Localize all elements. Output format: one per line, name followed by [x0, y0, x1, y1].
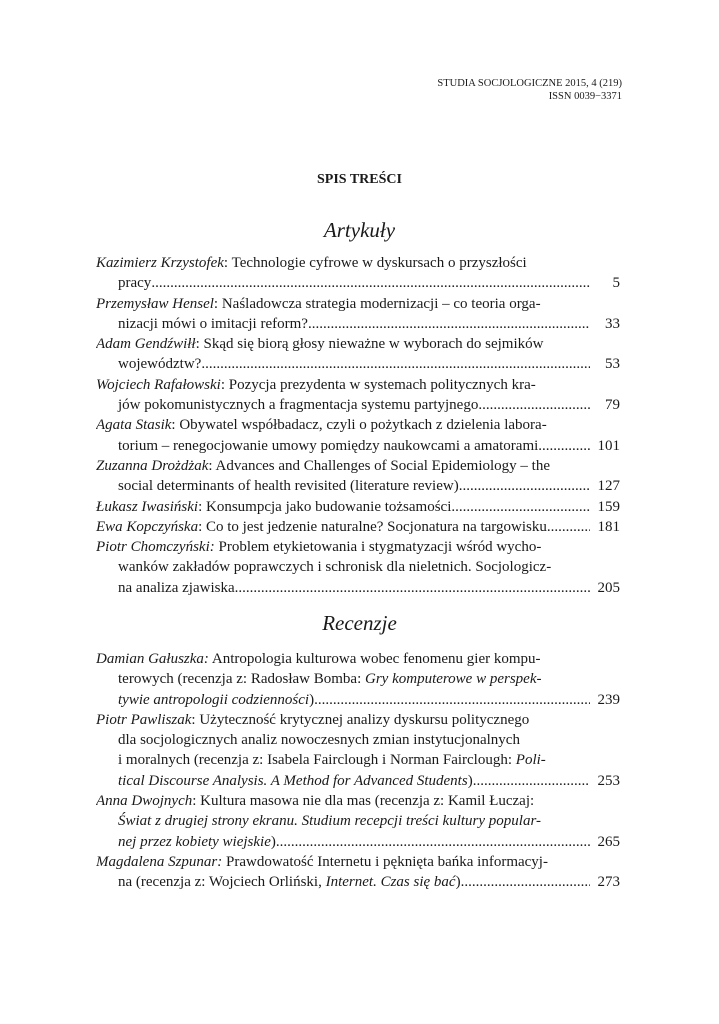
separator: : — [208, 457, 216, 474]
entry-title-cont: nizacji mówi o imitacji reform? — [118, 315, 308, 332]
toc-line — [96, 750, 620, 770]
reviewed-book-title: nej przez kobiety wiejskie — [118, 833, 271, 850]
page-number: 101 — [597, 437, 620, 454]
toc-line — [96, 253, 620, 273]
entry-author: Ewa Kopczyńska — [96, 518, 199, 535]
separator: : — [213, 295, 222, 312]
entry-title: Prawdowatość Internetu i pęknięta bańka informacyj- — [226, 853, 548, 870]
journal-name: STUDIA SOCJOLOGICZNE 2015, 4 (219) — [437, 78, 622, 89]
entry-title-cont: województw? — [118, 356, 202, 373]
separator: : — [220, 376, 229, 393]
entry-author: Damian Gałuszka: — [96, 651, 209, 667]
entry-title: Naśladowcza strategia modernizacji – co teoria orga- — [221, 295, 541, 312]
leader-dots — [538, 436, 590, 456]
toc-line — [96, 497, 620, 517]
toc-line — [96, 710, 620, 730]
reviewed-book-title: Świat z drugiej strony ekranu. Studium recepcji treści kultury popular- — [118, 813, 541, 830]
entry-author: Wojciech Rafałowski — [96, 376, 221, 393]
entry-author: Piotr Pawliszak — [96, 711, 192, 728]
separator: : — [171, 417, 180, 434]
page-number: 253 — [597, 772, 620, 789]
page-number: 127 — [597, 478, 620, 495]
toc-entry — [96, 415, 620, 456]
separator: : — [191, 711, 200, 728]
toc-line — [96, 375, 620, 395]
entry-author: Agata Stasik — [96, 417, 172, 434]
toc-line — [96, 832, 620, 852]
leader-dots — [314, 690, 590, 710]
issn: ISSN 0039−3371 — [548, 91, 622, 102]
toc-line — [96, 578, 620, 598]
toc-line — [96, 852, 620, 872]
leader-dots — [461, 872, 590, 892]
toc-entry — [96, 537, 620, 598]
toc-line — [96, 294, 620, 314]
entry-title: Skąd się biorą głosy nieważne w wyborach do sejmików — [203, 336, 544, 353]
entry-title: Kultura masowa nie dla mas (recenzja z: Kamil Łuczaj: — [200, 793, 535, 810]
toc-line — [96, 771, 620, 791]
toc-line — [96, 791, 620, 811]
entry-text — [96, 517, 547, 537]
entry-title-cont: wanków zakładów poprawczych i schronisk dla nieletnich. Socjologicz- — [118, 559, 552, 576]
entry-title: Technologie cyfrowe w dyskursach o przyszłości — [231, 255, 527, 271]
page-number: 205 — [597, 579, 620, 596]
toc-entry — [96, 852, 620, 893]
page-number: 273 — [597, 874, 620, 891]
page-number: 265 — [597, 833, 620, 850]
entry-author: Adam Gendźwiłł — [96, 336, 196, 353]
reviewed-book-title: Gry komputerowe w perspek- — [365, 671, 542, 688]
journal-header — [437, 77, 622, 103]
toc-entry — [96, 710, 620, 791]
toc-line — [96, 517, 620, 537]
leader-dots — [201, 354, 590, 374]
separator: : — [195, 336, 204, 353]
leader-dots — [451, 497, 590, 517]
entry-author: Anna Dwojnych — [96, 793, 193, 810]
leader-dots — [459, 476, 590, 496]
toc-line — [96, 730, 620, 750]
page-number: 239 — [597, 691, 620, 708]
entry-title-cont: social determinants of health revisited (literature review) — [118, 478, 459, 495]
toc-line — [96, 690, 620, 710]
entry-title-cont: pracy — [118, 275, 152, 292]
reviews-list — [96, 649, 620, 893]
page-number: 53 — [605, 356, 620, 373]
entry-title: Antropologia kulturowa wobec fenomenu gier kompu- — [211, 651, 541, 667]
toc-entry — [96, 375, 620, 416]
entry-title: Pozycja prezydenta w systemach politycznych kra- — [228, 376, 536, 393]
entry-title: Użyteczność krytycznej analizy dyskursu politycznego — [199, 711, 530, 728]
entry-title: Problem etykietowania i stygmatyzacji wśród wycho- — [218, 539, 542, 556]
page-number: 181 — [597, 518, 620, 535]
reviewed-book-title: tywie antropologii codzienności — [118, 691, 310, 708]
toc-line — [96, 649, 620, 669]
entry-title-cont: i moralnych (recenzja z: Isabela Fairclough i Norman Fairclough: — [118, 752, 516, 769]
page-title: SPIS TREŚCI — [317, 172, 402, 187]
entry-title-cont: jów pokomunistycznych a fragmentacja systemu partyjnego — [118, 397, 479, 414]
entry-title-cont: ) — [270, 833, 276, 850]
toc-line — [96, 811, 620, 831]
separator: : — [192, 793, 201, 810]
entry-title: Advances and Challenges of Social Epidemiology – the — [215, 457, 550, 474]
entry-title-cont: ) — [455, 874, 461, 891]
toc-entry — [96, 497, 620, 517]
entry-title-cont: dla socjologicznych analiz nowoczesnych zmian instytucjonalnych — [118, 732, 520, 749]
articles-list — [96, 253, 620, 598]
entry-title: Co to jest jedzenie naturalne? Socjonatura na targowisku — [206, 518, 547, 535]
toc-entry — [96, 456, 620, 497]
entry-author: Przemysław Hensel — [96, 295, 214, 312]
toc-entry — [96, 334, 620, 375]
page-number: 5 — [612, 275, 620, 292]
toc-entry — [96, 791, 620, 852]
leader-dots — [478, 395, 590, 415]
toc-line — [96, 669, 620, 689]
leader-dots — [151, 273, 590, 293]
page-number: 79 — [605, 397, 620, 414]
articles-heading: Artykuły — [323, 218, 396, 242]
entry-title-cont: ) — [309, 691, 315, 708]
separator: : — [223, 255, 232, 271]
entry-title-cont: na (recenzja z: Wojciech Orliński, — [118, 874, 326, 891]
toc-line — [96, 314, 620, 334]
entry-author: Kazimierz Krzystofek — [96, 255, 224, 271]
toc-line — [96, 537, 620, 557]
toc-line — [96, 436, 620, 456]
leader-dots — [473, 771, 590, 791]
leader-dots — [308, 314, 590, 334]
entry-author: Magdalena Szpunar: — [96, 853, 223, 870]
reviewed-book-title: tical Discourse Analysis. A Method for Advanced Students — [118, 772, 468, 789]
entry-title-cont: ) — [467, 772, 473, 789]
separator: : — [198, 518, 206, 535]
toc-entry — [96, 517, 620, 537]
reviewed-book-title: Poli- — [515, 752, 546, 769]
page-number: 159 — [597, 498, 620, 515]
toc-line — [96, 456, 620, 476]
toc-line — [96, 334, 620, 354]
leader-dots — [276, 832, 590, 852]
entry-text — [96, 497, 451, 517]
leader-dots — [235, 578, 590, 598]
toc-line — [96, 354, 620, 374]
toc-line — [96, 872, 620, 892]
entry-author: Łukasz Iwasiński — [96, 498, 199, 515]
toc-entry — [96, 253, 620, 294]
toc-line — [96, 395, 620, 415]
page-number: 33 — [605, 315, 620, 332]
toc-line — [96, 476, 620, 496]
entry-title-cont: terowych (recenzja z: Radosław Bomba: — [118, 671, 365, 688]
toc-line — [96, 415, 620, 435]
toc-entry — [96, 649, 620, 710]
entry-title: Konsumpcja jako budowanie tożsamości — [206, 498, 452, 515]
entry-title-cont: na analiza zjawiska — [118, 579, 235, 596]
toc-line — [96, 557, 620, 577]
separator: : — [198, 498, 207, 515]
toc-entry — [96, 294, 620, 335]
leader-dots — [547, 517, 590, 537]
entry-title: Obywatel współbadacz, czyli o pożytkach z dzielenia labora- — [179, 417, 547, 434]
entry-author: Piotr Chomczyński: — [96, 539, 215, 556]
toc-line — [96, 273, 620, 293]
entry-title-cont: torium – renegocjowanie umowy pomiędzy naukowcami a amatorami — [118, 437, 539, 454]
entry-author: Zuzanna Drożdżak — [96, 457, 209, 474]
reviews-heading: Recenzje — [322, 611, 397, 635]
reviewed-book-title: Internet. Czas się bać — [325, 874, 456, 891]
